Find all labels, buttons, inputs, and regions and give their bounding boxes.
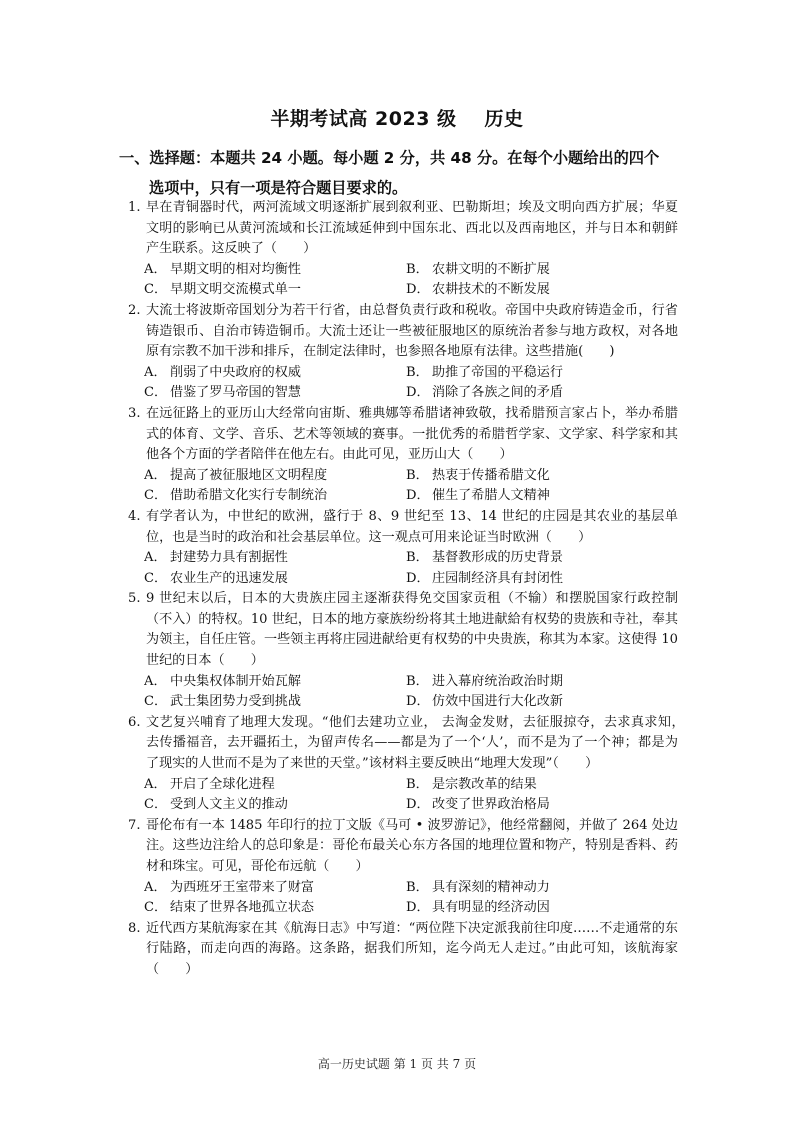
option-text: 改变了世界政治格局: [432, 797, 550, 813]
option-letter: B．: [406, 364, 429, 380]
question-number: 2.: [128, 302, 141, 318]
option-list: [144, 548, 678, 589]
answer-option: [406, 878, 694, 899]
answer-option: [406, 548, 694, 569]
answer-option: [144, 548, 406, 569]
answer-option: [406, 795, 694, 816]
option-text: 农耕文明的不断扩展: [432, 261, 550, 277]
answer-option: [144, 775, 406, 796]
option-text: 农业生产的迅速发展: [170, 570, 288, 586]
answer-option: [406, 383, 694, 404]
page-title: [0, 104, 794, 131]
answer-option: [406, 260, 694, 281]
section-heading-line-1: 一、选择题：本题共 24 小题。每小题 2 分，共 48 分。在每个小题给出的四个: [119, 149, 660, 167]
answer-option: [406, 692, 694, 713]
question-number: 5.: [128, 591, 141, 607]
exam-title: 半期考试高 2023 级: [270, 108, 457, 130]
question-stem: 大流士将波斯帝国划分为若干行省，由总督负责行政和税收。帝国中央政府铸造金币，行省铸造银币、自治市铸造铜币。大流士还让一些被征服地区的原统治者参与地方政权，对各地原有宗教不加干涉和排斥，在制定法律时，也参照各地原有法律。这些措施( ): [146, 302, 678, 360]
option-letter: A．: [144, 879, 167, 895]
answer-option: [406, 363, 694, 384]
option-text: 助推了帝国的平稳运行: [432, 364, 563, 380]
question-number: 3.: [128, 405, 141, 421]
question-number: 8.: [128, 920, 141, 936]
option-text: 受到人文主义的推动: [170, 797, 288, 813]
answer-option: [406, 486, 694, 507]
question-7: [128, 816, 678, 919]
option-letter: C．: [144, 488, 168, 504]
option-letter: D．: [406, 900, 430, 916]
question-8: [128, 919, 678, 981]
option-letter: A．: [144, 364, 167, 380]
option-letter: A．: [144, 673, 167, 689]
option-letter: B．: [406, 673, 429, 689]
answer-option: [144, 486, 406, 507]
option-letter: D．: [406, 797, 430, 813]
option-letter: C．: [144, 570, 168, 586]
question-stem: 在远征路上的亚历山大经常向宙斯、雅典娜等希腊诸神致敬，找希腊预言家占卜，举办希腊式的体育、文学、音乐、艺术等领域的赛事。一批优秀的希腊哲学家、文学家、科学家和其他各个方面的学者陪伴在他左右。由此可见，亚历山大（ ）: [146, 405, 678, 463]
question-2: [128, 301, 678, 404]
option-letter: C．: [144, 385, 168, 401]
option-letter: D．: [406, 282, 430, 298]
option-letter: A．: [144, 550, 167, 566]
option-letter: A．: [144, 261, 167, 277]
option-text: 具有深刻的精神动力: [432, 879, 550, 895]
option-text: 封建势力具有割据性: [170, 550, 288, 566]
option-list: [144, 466, 678, 507]
answer-option: [406, 466, 694, 487]
option-letter: C．: [144, 694, 168, 710]
question-list: [128, 198, 692, 981]
option-letter: C．: [144, 900, 168, 916]
question-number: 6.: [128, 714, 141, 730]
answer-option: [144, 898, 406, 919]
option-letter: A．: [144, 776, 167, 792]
subject-title: 历史: [484, 108, 524, 130]
answer-option: [406, 775, 694, 796]
question-6: [128, 713, 692, 816]
question-1: [128, 198, 678, 301]
answer-option: [144, 878, 406, 899]
option-text: 基督教形成的历史背景: [432, 550, 563, 566]
answer-option: [406, 569, 694, 590]
question-4: [128, 507, 678, 589]
answer-option: [144, 795, 406, 816]
option-text: 进入幕府统治政治时期: [432, 673, 563, 689]
option-text: 热衷于传播希腊文化: [432, 467, 550, 483]
option-list: [144, 878, 678, 919]
option-letter: D．: [406, 570, 430, 586]
section-heading: [121, 143, 691, 203]
option-text: 结束了世界各地孤立状态: [170, 900, 315, 916]
question-number: 1.: [128, 200, 141, 215]
question-5: [128, 589, 678, 713]
option-letter: A．: [144, 467, 167, 483]
answer-option: [406, 672, 694, 693]
option-letter: D．: [406, 488, 430, 504]
option-letter: D．: [406, 385, 430, 401]
question-stem: 9 世纪末以后，日本的大贵族庄园主逐渐获得免交国家贡租（不输）和摆脱国家行政控制（不入）的特权。10 世纪，日本的地方豪族纷纷将其土地进献給有权势的贵族和寺社，奉其为领主，自任庄管。一些领主再将庄园进献给更有权势的中央贵族，称其为本家。这使得 10 世纪的日本（ ）: [146, 591, 678, 669]
answer-option: [144, 260, 406, 281]
answer-option: [406, 898, 694, 919]
section-heading-line-2: 选项中，只有一项是符合题目要求的。: [149, 179, 408, 197]
answer-option: [144, 692, 406, 713]
answer-option: [144, 466, 406, 487]
option-letter: C．: [144, 797, 168, 813]
option-text: 具有明显的经济动因: [432, 900, 550, 916]
question-stem: 哥伦布有一本 1485 年印行的拉丁文版《马可 • 波罗游记》，他经常翻阅，并做了 264 处边注。这些边注给人的总印象是：哥伦布最关心东方各国的地理位置和物产，特别是香料、药材和珠宝。可见，哥伦布远航（ ）: [146, 817, 678, 874]
option-text: 借鉴了罗马帝国的智慧: [170, 385, 301, 401]
option-text: 开启了全球化进程: [170, 776, 275, 792]
question-number: 7.: [128, 817, 141, 833]
option-text: 是宗教改革的结果: [432, 776, 537, 792]
question-number: 4.: [128, 508, 141, 524]
answer-option: [144, 672, 406, 693]
option-list: [144, 363, 678, 404]
option-letter: B．: [406, 776, 429, 792]
option-text: 借助希腊文化实行专制统治: [170, 488, 328, 504]
option-text: 提高了被征服地区文明程度: [170, 467, 328, 483]
option-letter: D．: [406, 694, 430, 710]
option-text: 早期文明的相对均衡性: [170, 261, 301, 277]
option-letter: B．: [406, 879, 429, 895]
option-letter: B．: [406, 550, 429, 566]
option-text: 为西班牙王室带来了财富: [170, 879, 315, 895]
option-text: 庄园制经济具有封闭性: [432, 570, 563, 586]
option-text: 武士集团势力受到挑战: [170, 694, 301, 710]
option-text: 削弱了中央政府的权威: [170, 364, 301, 380]
question-stem: 早在青铜器时代，两河流域文明逐渐扩展到叙利亚、巴勒斯坦；埃及文明向西方扩展；华夏文明的影响已从黄河流域和长江流域延伸到中国东北、西北以及西南地区，并与日本和朝鲜产生联系。这反映了（ ）: [146, 200, 678, 257]
option-text: 催生了希腊人文精神: [432, 488, 550, 504]
option-text: 仿效中国进行大化改新: [432, 694, 563, 710]
option-text: 消除了各族之间的矛盾: [432, 385, 563, 401]
answer-option: [144, 383, 406, 404]
page-footer: 高一历史试题 第 1 页 共 7 页: [317, 1057, 477, 1071]
option-list: [144, 775, 678, 816]
question-stem: 有学者认为，中世纪的欧洲，盛行于 8、9 世纪至 13、14 世纪的庄园是其农业的基层单位，也是当时的政治和社会基层单位。这一观点可用来论证当时欧洲（ ）: [146, 508, 678, 545]
option-letter: C．: [144, 282, 168, 298]
option-letter: B．: [406, 467, 429, 483]
option-text: 早期文明交流模式单一: [170, 282, 301, 298]
question-3: [128, 404, 678, 507]
question-stem: 文艺复兴哺育了地理大发现。“他们去建功立业， 去淘金发财，去征服掠夺，去求真求知， 去传播福音，去开疆拓土，为留声传名——都是为了一个‘人’，而不是为了一个神；都是为了现实的人世而不是为了来世的天堂。”该材料主要反映出“地理大发现”（ ）: [146, 714, 692, 772]
option-list: [144, 672, 678, 713]
answer-option: [406, 280, 694, 301]
answer-option: [144, 280, 406, 301]
answer-option: [144, 569, 406, 590]
answer-option: [144, 363, 406, 384]
option-list: [144, 260, 678, 301]
option-letter: B．: [406, 261, 429, 277]
option-text: 中央集权体制开始瓦解: [170, 673, 301, 689]
option-text: 农耕技术的不断发展: [432, 282, 550, 298]
question-stem: 近代西方某航海家在其《航海日志》中写道：“两位陛下决定派我前往印度……不走通常的东行陆路，而走向西的海路。这条路，据我们所知，迄今尚无人走过。”由此可知，该航海家（ ）: [146, 920, 678, 977]
